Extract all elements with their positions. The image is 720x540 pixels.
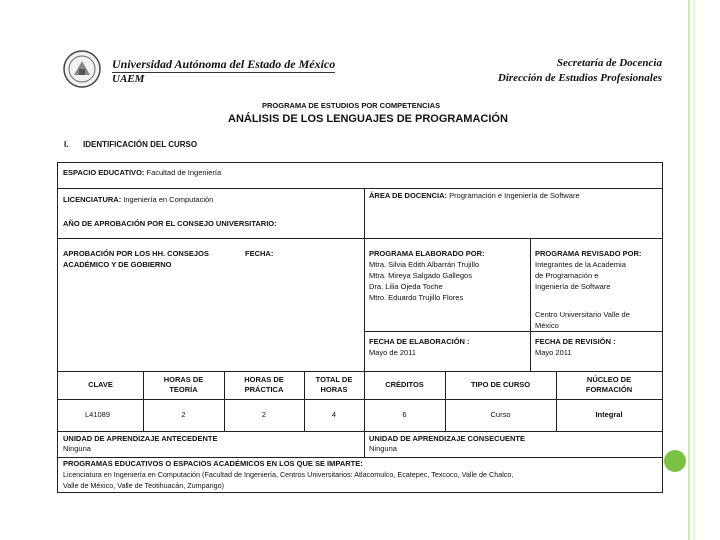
university-abbr: UAEM <box>112 73 145 85</box>
revisado-label: PROGRAMA REVISADO POR: <box>535 249 642 258</box>
elaborado-name: Dra. Lilia Ojeda Toche <box>369 282 443 291</box>
header-horas-practica: PRÁCTICA <box>244 385 284 394</box>
programas-line: Licenciatura en Ingeniería en Computación (Facultad de Ingeniería, Centros Universitarios: Atlacomulco, Ecatepec, Texcoco, Valle de Chalco, <box>63 470 514 479</box>
licenciatura-row <box>63 195 213 205</box>
decorative-line <box>688 0 690 540</box>
value-horas-teoria: 2 <box>181 410 186 419</box>
header-horas-teoria: HORAS DE <box>163 375 204 384</box>
rule <box>58 238 662 239</box>
consecuente-value: Ninguna <box>369 444 397 453</box>
revisado-place: México <box>535 321 559 330</box>
decorative-line <box>693 0 695 540</box>
elaborado-name: Mtra. Mireya Salgado Gallegos <box>369 271 472 280</box>
course-identification-table <box>57 162 663 493</box>
document-header <box>60 47 672 93</box>
fecha-label: FECHA: <box>245 249 274 258</box>
rule <box>58 399 662 400</box>
value-creditos: 6 <box>402 410 407 419</box>
licenciatura-value: Ingeniería en Computación <box>123 195 214 204</box>
fecha-elab-value: Mayo de 2011 <box>369 348 416 357</box>
area-label: ÁREA DE DOCENCIA: <box>369 191 448 200</box>
rule <box>58 431 662 432</box>
rule <box>530 238 531 371</box>
rule <box>58 371 662 372</box>
anio-label: AÑO DE APROBACIÓN POR EL CONSEJO UNIVERSITARIO: <box>63 219 277 228</box>
espacio-label: ESPACIO EDUCATIVO: <box>63 168 145 177</box>
value-tipo-curso: Curso <box>490 410 511 419</box>
section-number: I. <box>64 140 69 149</box>
value-horas-practica: 2 <box>261 410 267 419</box>
document-title: ANÁLISIS DE LOS LENGUAJES DE PROGRAMACIÓN <box>228 113 508 125</box>
header-nucleo: FORMACIÓN <box>585 385 633 394</box>
value-total-horas: 4 <box>331 410 337 419</box>
antecedente-label: UNIDAD DE APRENDIZAJE ANTECEDENTE <box>63 434 218 443</box>
header-clave: CLAVE <box>88 380 113 389</box>
espacio-row <box>63 168 221 178</box>
university-seal-icon <box>62 49 102 89</box>
header-creditos: CRÉDITOS <box>385 380 424 389</box>
header-total-horas: TOTAL DE <box>315 375 353 384</box>
espacio-value: Facultad de Ingeniería <box>146 168 222 177</box>
antecedente-value: Ninguna <box>63 444 91 453</box>
licenciatura-label: LICENCIATURA: <box>63 195 122 204</box>
programas-line: Valle de México, Valle de Teotihuacán, Zumpango) <box>63 481 225 490</box>
slide-accent-dot <box>664 450 686 472</box>
direccion-label: Dirección de Estudios Profesionales <box>497 72 662 84</box>
area-value: Programación e Ingeniería de Software <box>449 191 580 200</box>
revisado-name: de Programación e <box>535 271 599 280</box>
consecuente-label: UNIDAD DE APRENDIZAJE CONSECUENTE <box>369 434 525 443</box>
section-title: IDENTIFICACIÓN DEL CURSO <box>83 140 198 149</box>
header-horas-teoria: TEORÍA <box>169 385 198 394</box>
elaborado-name: Mtra. Silvia Edith Albarrán Trujillo <box>369 260 480 269</box>
fecha-rev-label: FECHA DE REVISIÓN : <box>535 337 616 346</box>
rule <box>364 431 365 457</box>
aprobacion-label-2: ACADÉMICO Y DE GOBIERNO <box>63 260 172 269</box>
programas-label: PROGRAMAS EDUCATIVOS O ESPACIOS ACADÉMICOS EN LOS QUE SE IMPARTE: <box>63 459 363 468</box>
fecha-rev-value: Mayo 2011 <box>535 348 572 357</box>
area-row <box>369 191 580 201</box>
header-total-horas: HORAS <box>320 385 348 394</box>
revisado-name: Integrantes de la Academia <box>535 260 626 269</box>
elaborado-label: PROGRAMA ELABORADO POR: <box>369 249 485 258</box>
secretaria-label: Secretaría de Docencia <box>556 57 662 69</box>
fecha-elab-label: FECHA DE ELABORACIÓN : <box>369 337 470 346</box>
rule <box>58 188 662 189</box>
rule <box>58 457 662 458</box>
revisado-place: Centro Universitario Valle de <box>535 310 630 319</box>
header-horas-practica: HORAS DE <box>244 375 284 384</box>
elaborado-name: Mtro. Eduardo Trujillo Flores <box>369 293 464 302</box>
header-nucleo: NÚCLEO DE <box>586 375 632 384</box>
rule <box>364 238 365 371</box>
value-nucleo: Integral <box>595 410 623 419</box>
rule <box>364 331 662 332</box>
university-name: Universidad Autónoma del Estado de México <box>112 57 336 71</box>
rule <box>364 188 365 238</box>
document-subtitle: PROGRAMA DE ESTUDIOS POR COMPETENCIAS <box>262 101 441 110</box>
revisado-name: Ingeniería de Software <box>535 282 611 291</box>
aprobacion-label-1: APROBACIÓN POR LOS HH. CONSEJOS <box>63 249 209 258</box>
header-tipo-curso: TIPO DE CURSO <box>470 380 531 389</box>
value-clave: L41089 <box>85 410 111 419</box>
